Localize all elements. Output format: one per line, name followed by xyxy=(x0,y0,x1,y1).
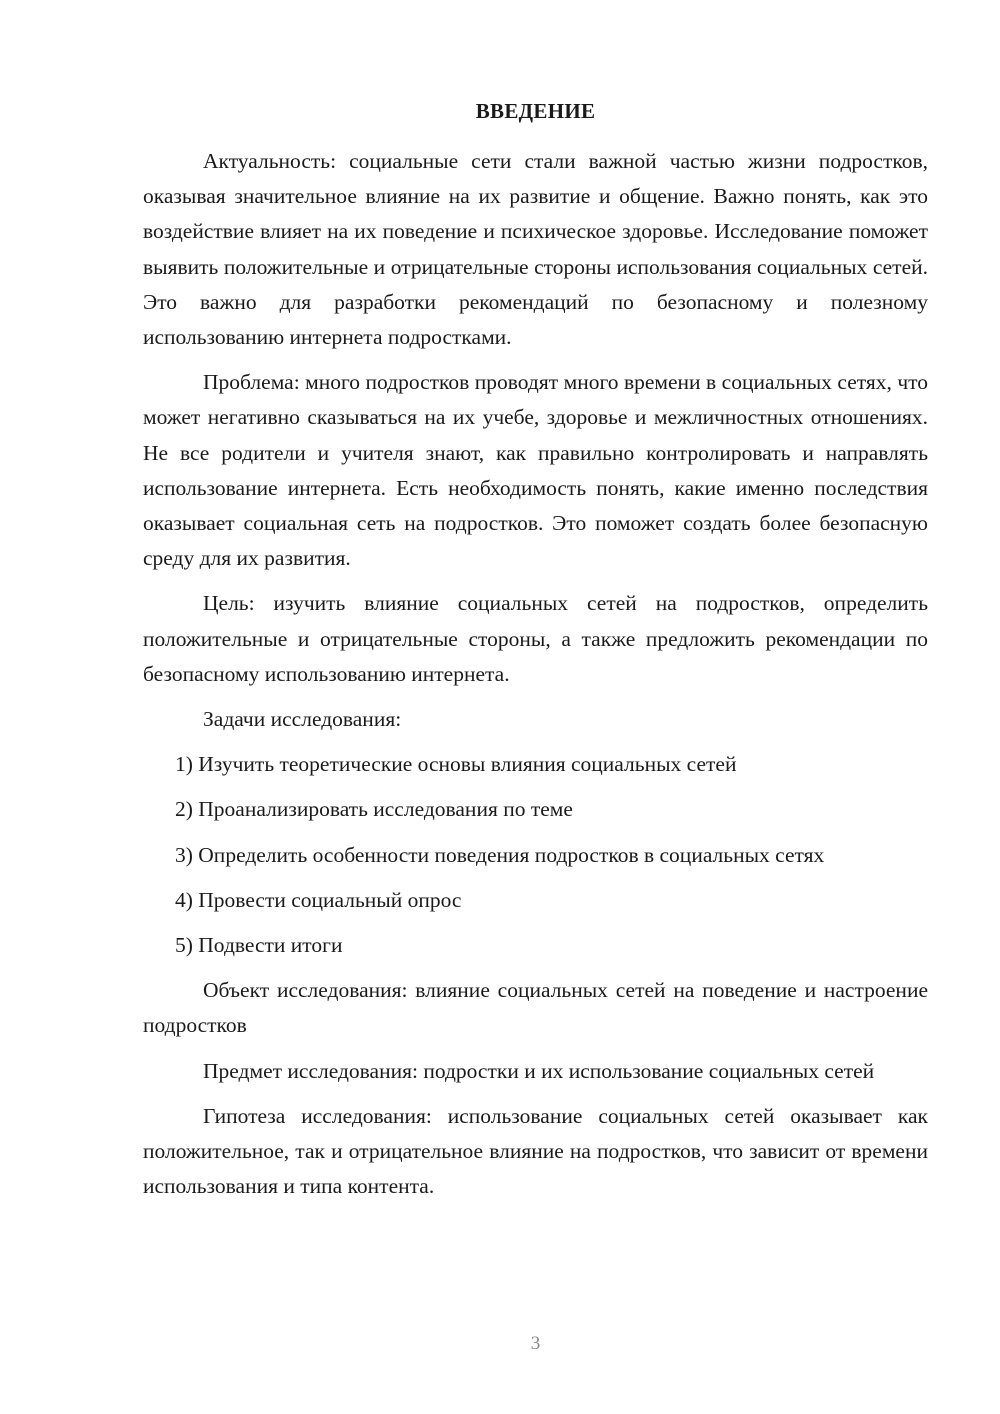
document-page xyxy=(143,0,928,1414)
section-title: ВВЕДЕНИЕ xyxy=(475,99,596,123)
task-item: 4) Провести социальный опрос xyxy=(175,887,462,912)
task-item: 2) Проанализировать исследования по теме xyxy=(175,797,573,822)
task-item: 1) Изучить теоретические основы влияния социальных сетей xyxy=(175,752,737,777)
document-body xyxy=(143,144,928,1214)
paragraph-relevance: Актуальность: социальные сети стали важной частью жизни подростков, оказывая значительное влияние на их развитие и общение. Важно понять, как это воздействие влияет на их поведение и психическое здоровье. Исследование поможет выявить положительные и отрицательные стороны использования социальных сетей. Это важно для разработки рекомендаций по безопасному и полезному использованию интернета подростками. xyxy=(143,149,928,350)
task-list xyxy=(143,747,928,963)
task-item: 3) Определить особенности поведения подростков в социальных сетях xyxy=(175,842,825,867)
paragraph-problem: Проблема: много подростков проводят много времени в социальных сетях, что может негативно сказываться на их учебе, здоровье и межличностных отношениях. Не все родители и учителя знают, как правильно контролировать и направлять использование интернета. Есть необходимость понять, какие именно последствия оказывает социальная сеть на подростков. Это поможет создать более безопасную среду для их развития. xyxy=(143,370,928,571)
paragraph-object: Объект исследования: влияние социальных сетей на поведение и настроение подростков xyxy=(143,978,928,1038)
paragraph-goal: Цель: изучить влияние социальных сетей на подростков, определить положительные и отрицательные стороны, а также предложить рекомендации по безопасному использованию интернета. xyxy=(143,591,928,686)
paragraph-tasks-heading: Задачи исследования: xyxy=(203,707,402,732)
task-item: 5) Подвести итоги xyxy=(175,933,343,958)
paragraph-subject: Предмет исследования: подростки и их использование социальных сетей xyxy=(203,1058,875,1083)
page-number: 3 xyxy=(530,1333,541,1354)
paragraph-hypothesis: Гипотеза исследования: использование социальных сетей оказывает как положительное, так и отрицательное влияние на подростков, что зависит от времени использования и типа контента. xyxy=(143,1103,928,1199)
